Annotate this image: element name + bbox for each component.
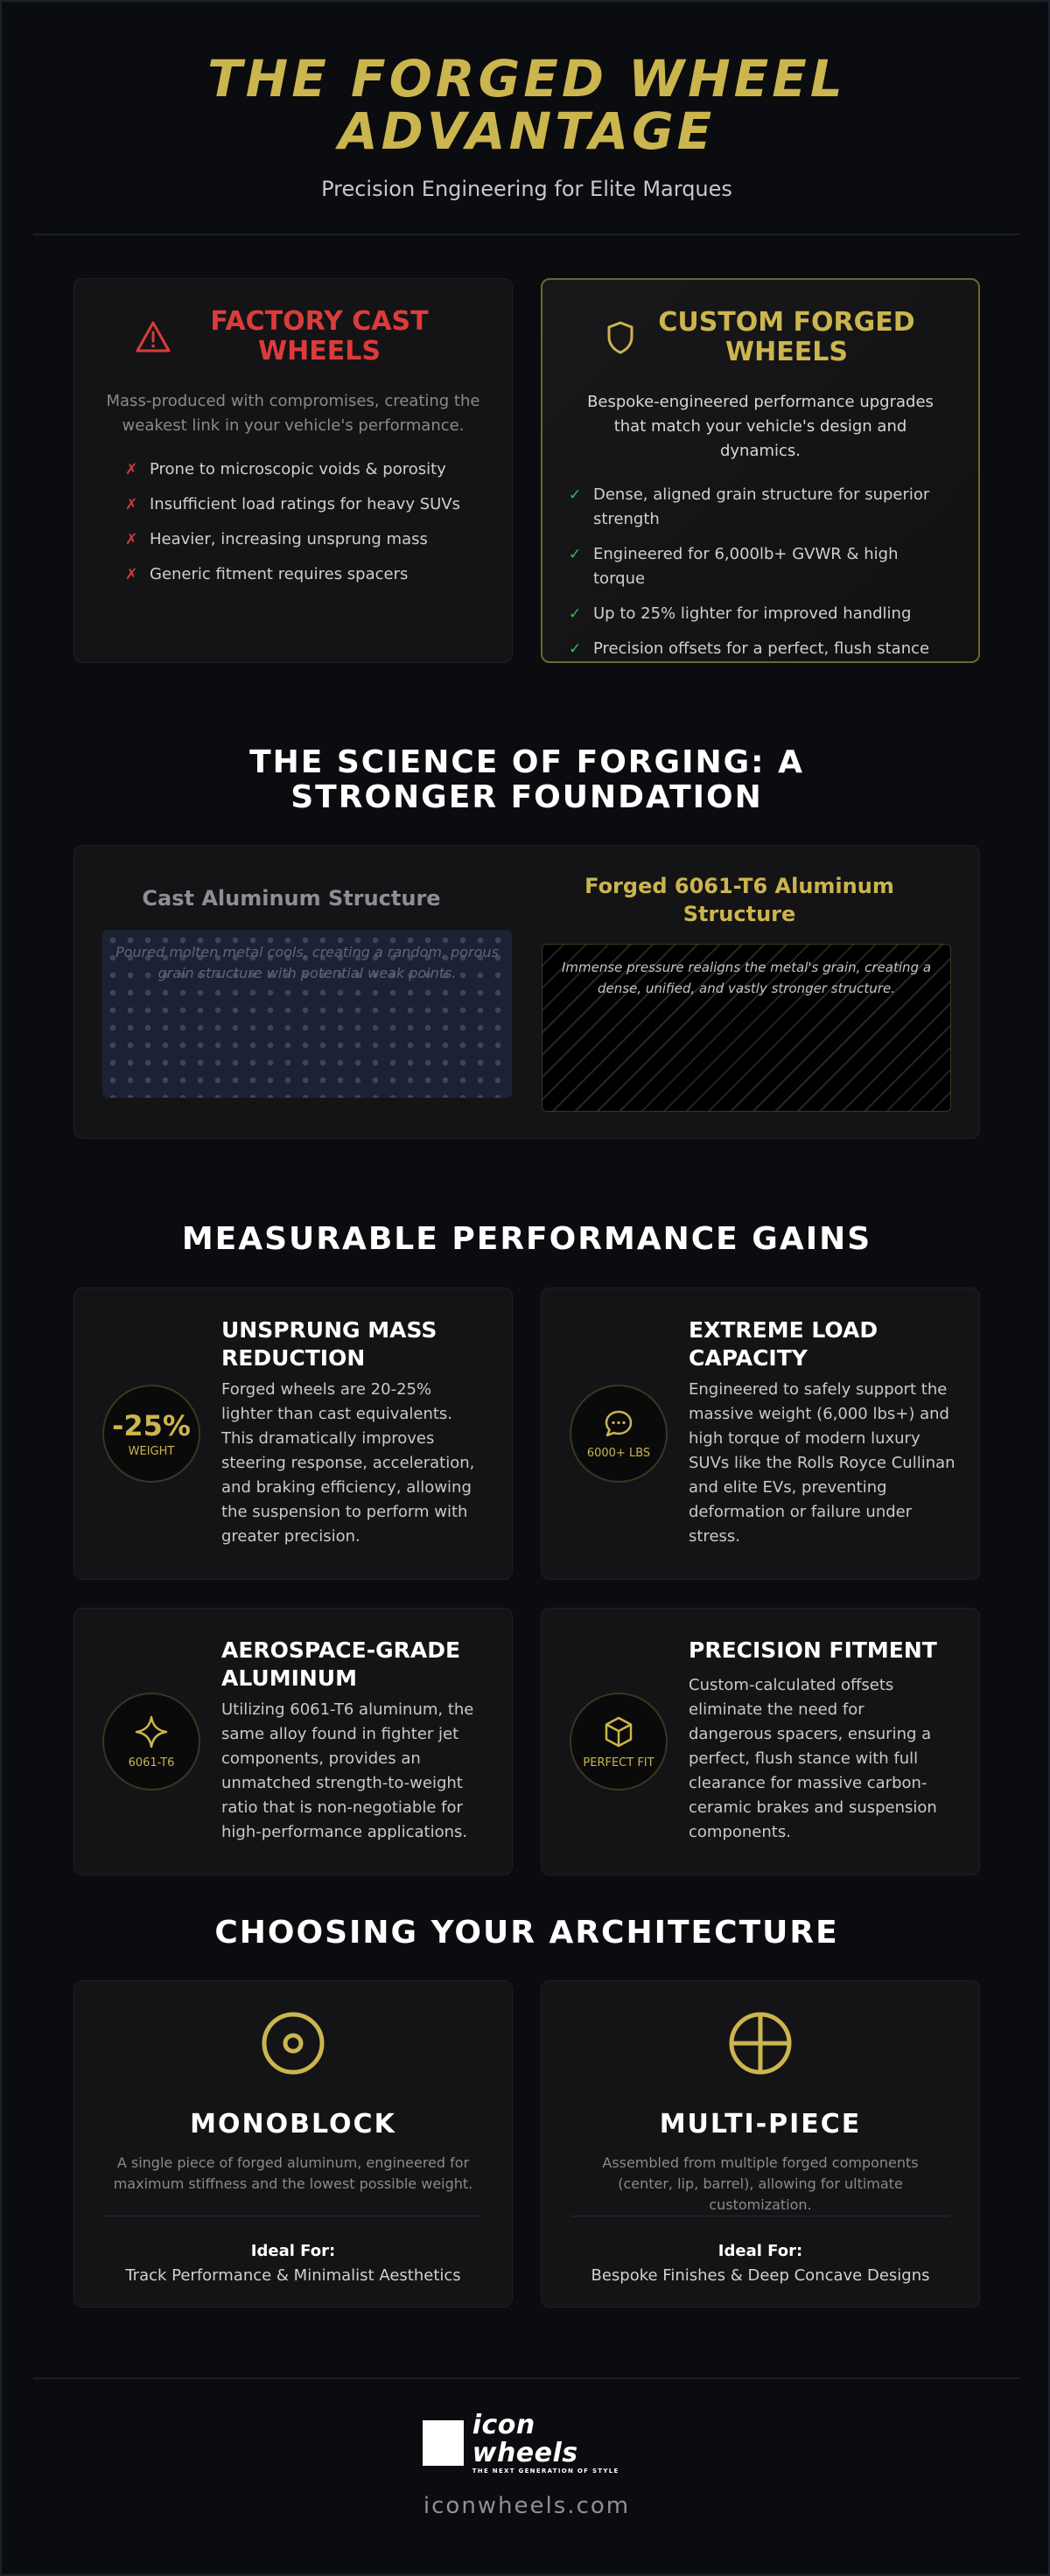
warning-triangle-icon <box>127 319 179 354</box>
divider <box>33 234 1020 235</box>
architecture-section-title: CHOOSING YOUR ARCHITECTURE <box>214 1915 839 1951</box>
forged-grain-visual <box>542 944 951 1112</box>
science-card <box>74 845 980 1139</box>
weight-badge: -25% WEIGHT <box>102 1385 200 1483</box>
cast-card-description: Mass-produced with compromises, creating the weakest link in your vehicle's performance. <box>106 392 480 435</box>
list-item: ✗ Insufficient load ratings for heavy SUVs <box>125 495 460 513</box>
divider <box>33 2377 1020 2379</box>
list-item: ✗ Heavier, increasing unsprung mass <box>125 530 428 548</box>
perf-title: PRECISION FITMENT <box>689 1637 937 1663</box>
forged-card-description: Bespoke-engineered performance upgrades that match your vehicle's design and dynamics. <box>587 393 934 460</box>
load-badge: 6000+ LBS <box>570 1385 668 1483</box>
list-item: ✗ Generic fitment requires spacers <box>125 565 409 583</box>
arch-title: MONOBLOCK <box>190 2109 396 2140</box>
perf-title: AEROSPACE-GRADE ALUMINUM <box>221 1637 461 1691</box>
cast-card-title: FACTORY CAST WHEELS <box>210 306 429 367</box>
ideal-for-value: Track Performance & Minimalist Aesthetics <box>125 2266 461 2285</box>
cast-points-list <box>125 457 480 587</box>
forged-structure-caption: Immense pressure realigns the metal's grain, creating a dense, unified, and vastly stronger structure. <box>561 960 932 996</box>
forged-wheels-card <box>541 278 980 663</box>
cast-structure-caption: Poured molten metal cools, creating a random, porous grain structure with potential weak points. <box>116 944 499 981</box>
cast-wheels-card <box>74 278 513 663</box>
monoblock-card <box>74 1980 513 2307</box>
speech-bubble-icon <box>603 1408 634 1443</box>
crosshair-circle-icon <box>542 2011 979 2076</box>
list-item: ✓ Up to 25% lighter for improved handling <box>569 604 912 623</box>
ideal-for-value: Bespoke Finishes & Deep Concave Designs <box>591 2266 930 2285</box>
perf-title: EXTREME LOAD CAPACITY <box>689 1317 878 1371</box>
page-title: THE FORGED WHEEL ADVANTAGE <box>207 49 846 161</box>
cast-grain-visual <box>102 930 512 1098</box>
ideal-for-label: Ideal For: <box>718 2242 803 2260</box>
list-item: ✓ Precision offsets for a perfect, flush stance <box>569 639 930 658</box>
page-subtitle: Precision Engineering for Elite Marques <box>321 177 732 201</box>
list-item: ✓ Engineered for 6,000lb+ GVWR & high torque <box>569 545 899 588</box>
logo-mark <box>423 2420 464 2466</box>
perf-card-unsprung-mass <box>74 1288 513 1580</box>
arch-title: MULTI-PIECE <box>659 2109 862 2140</box>
perf-card-load-capacity <box>541 1288 980 1580</box>
hero-header <box>2 49 1050 201</box>
arch-description: Assembled from multiple forged components (center, lip, barrel), allowing for ultimate customization. <box>602 2154 919 2213</box>
performance-section-title: MEASURABLE PERFORMANCE GAINS <box>181 1221 872 1257</box>
brand-logo[interactable] <box>423 2410 633 2475</box>
forged-points-list <box>569 483 947 661</box>
target-circle-icon <box>74 2011 512 2076</box>
forged-card-title: CUSTOM FORGED WHEELS <box>658 307 915 367</box>
list-item: ✓ Dense, aligned grain structure for superior strength <box>569 485 930 528</box>
website-link[interactable]: iconwheels.com <box>423 2493 631 2519</box>
ideal-for-label: Ideal For: <box>250 2242 336 2260</box>
perf-text: Custom-calculated offsets eliminate the need for dangerous spacers, ensuring a perfect, flush stance with full clearance for massive carbon-ceramic brakes and suspension components. <box>689 1676 937 1841</box>
perf-text: Forged wheels are 20-25% lighter than cast equivalents. This dramatically improves steering response, acceleration, and braking efficiency, allowing the suspension to perform with greater precision. <box>221 1380 475 1546</box>
list-item: ✗ Prone to microscopic voids & porosity <box>125 460 446 478</box>
brand-tagline: THE NEXT GENERATION OF STYLE <box>472 2468 620 2475</box>
alloy-badge: 6061-T6 <box>102 1693 200 1791</box>
perf-card-precision-fitment <box>541 1608 980 1875</box>
science-section-title: THE SCIENCE OF FORGING: A STRONGER FOUNDATION <box>249 744 804 815</box>
cube-icon <box>601 1714 636 1753</box>
perf-title: UNSPRUNG MASS REDUCTION <box>221 1317 438 1371</box>
perf-text: Engineered to safely support the massive weight (6,000 lbs+) and high torque of modern luxury SUVs like the Rolls Royce Cullinan and elite EVs, preventing deformation or failure under stress. <box>689 1380 956 1546</box>
perf-card-aerospace-aluminum <box>74 1608 513 1875</box>
fitment-badge: PERFECT FIT <box>570 1693 668 1791</box>
perf-text: Utilizing 6061-T6 aluminum, the same alloy found in fighter jet components, provides an unmatched strength-to-weight ratio that is non-negotiable for high-performance applications. <box>221 1700 474 1841</box>
multi-piece-card <box>541 1980 980 2307</box>
cast-structure-label: Cast Aluminum Structure <box>142 886 441 911</box>
forged-structure-label: Forged 6061-T6 Aluminum Structure <box>584 874 894 926</box>
brand-name: icon wheels <box>472 2410 578 2468</box>
arch-description: A single piece of forged aluminum, engineered for maximum stiffness and the lowest possible weight. <box>113 2154 473 2192</box>
shield-icon <box>594 319 647 356</box>
sparkle-icon <box>134 1714 169 1753</box>
